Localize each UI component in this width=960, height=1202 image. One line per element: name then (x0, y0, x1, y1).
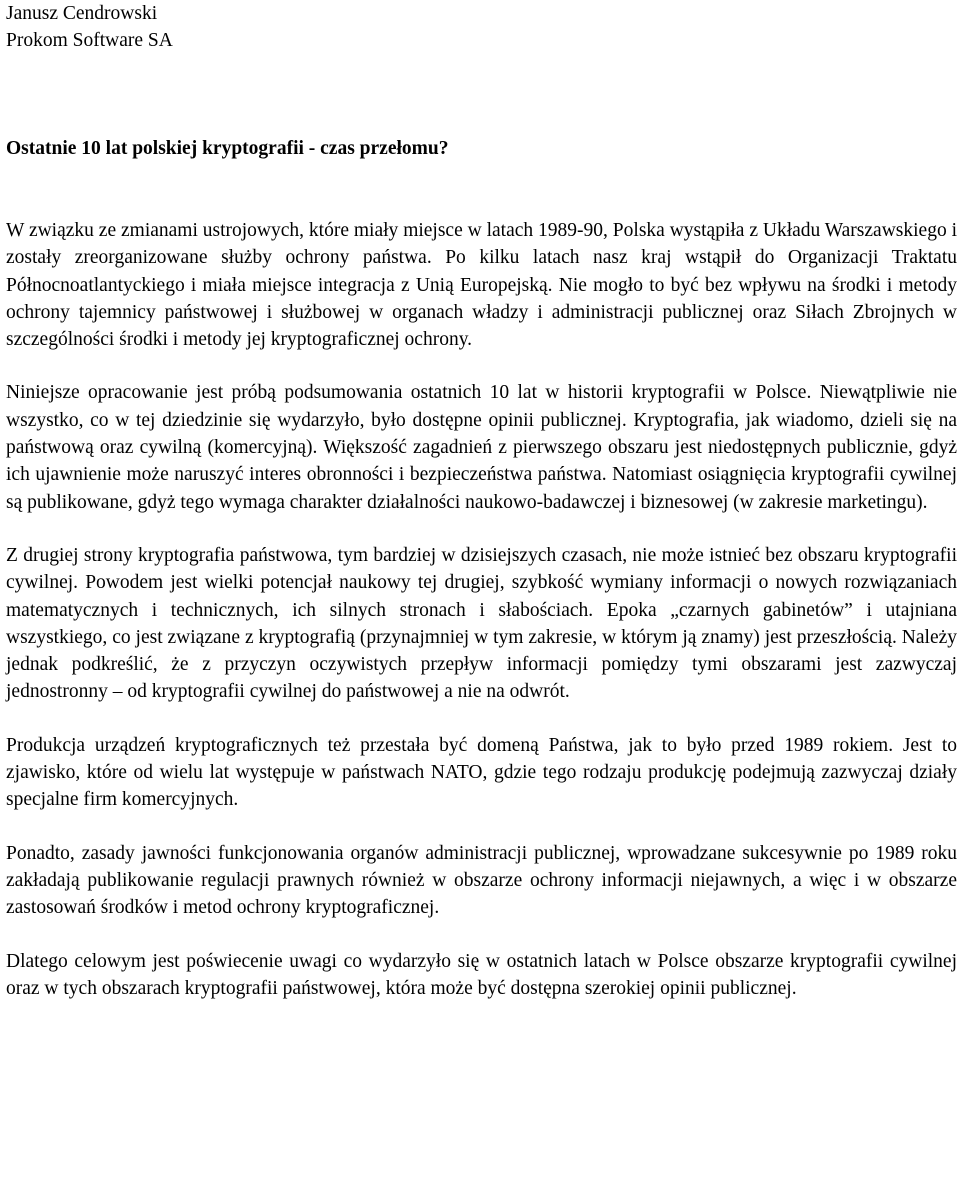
paragraph: W związku ze zmianami ustrojowych, które miały miejsce w latach 1989-90, Polska wystąpiła z Układu Warszawskiego i zostały zreorganizowane służby ochrony państwa. Po kilku latach nasz kraj wstąpił do Organizacji Traktatu Północnoatlantyckiego i miała miejsce integracja z Unią Europejską. Nie mogło to być bez wpływu na środki i metody ochrony tajemnicy państwowej i służbowej w organach władzy i administracji publicznej oraz Siłach Zbrojnych w szczególności środki i metody jej kryptograficznej ochrony. (6, 220, 957, 351)
paragraph: Dlatego celowym jest poświecenie uwagi co wydarzyło się w ostatnich latach w Polsce obszarze kryptografii cywilnej oraz w tych obszarach kryptografii państwowej, która może być dostępna szerokiej opinii publicznej. (6, 950, 957, 999)
paragraph: Ponadto, zasady jawności funkcjonowania organów administracji publicznej, wprowadzane sukcesywnie po 1989 roku zakładają publikowanie regulacji prawnych również w obszarze ochrony informacji niejawnych, a więc i w obszarze zastosowań środków i metod ochrony kryptograficznej. (6, 842, 957, 919)
paragraph: Z drugiej strony kryptografia państwowa, tym bardziej w dzisiejszych czasach, nie może istnieć bez obszaru kryptografii cywilnej. Powodem jest wielki potencjał naukowy tej drugiej, szybkość wymiany informacji o nowych rozwiązaniach matematycznych i technicznych, ich silnych stronach i słabościach. Epoka „czarnych gabinetów” i utajniana wszystkiego, co jest związane z kryptografią (przynajmniej w tym zakresie, w którym ją znamy) jest przeszłością. Należy jednak podkreślić, że z przyczyn oczywistych przepływ informacji pomiędzy tymi obszarami jest zazwyczaj jednostronny – od kryptografii cywilnej do państwowej a nie na odwrót. (6, 544, 957, 703)
paragraph: Niniejsze opracowanie jest próbą podsumowania ostatnich 10 lat w historii kryptografii w Polsce. Niewątpliwie nie wszystko, co w tej dziedzinie się wydarzyło, było dostępne opinii publicznej. Kryptografia, jak wiadomo, dzieli się na państwową oraz cywilną (komercyjną). Większość zagadnień z pierwszego obszaru jest niedostępnych publicznie, gdyż ich ujawnienie może naruszyć interes obronności i bezpieczeństwa państwa. Natomiast osiągnięcia kryptografii cywilnej są publikowane, gdyż tego wymaga charakter działalności naukowo-badawczej i biznesowej (w zakresie marketingu). (6, 382, 957, 513)
author-company: Prokom Software SA (6, 30, 173, 52)
document-page (6, 0, 957, 999)
author-name: Janusz Cendrowski (6, 3, 158, 24)
document-title: Ostatnie 10 lat polskiej kryptografii - czas przełomu? (6, 138, 449, 159)
paragraph: Produkcja urządzeń kryptograficznych też przestała być domeną Państwa, jak to było przed 1989 rokiem. Jest to zjawisko, które od wielu lat występuje w państwach NATO, gdzie tego rodzaju produkcję podejmują zazwyczaj działy specjalne firm komercyjnych. (6, 734, 957, 811)
document-body (6, 217, 957, 1028)
